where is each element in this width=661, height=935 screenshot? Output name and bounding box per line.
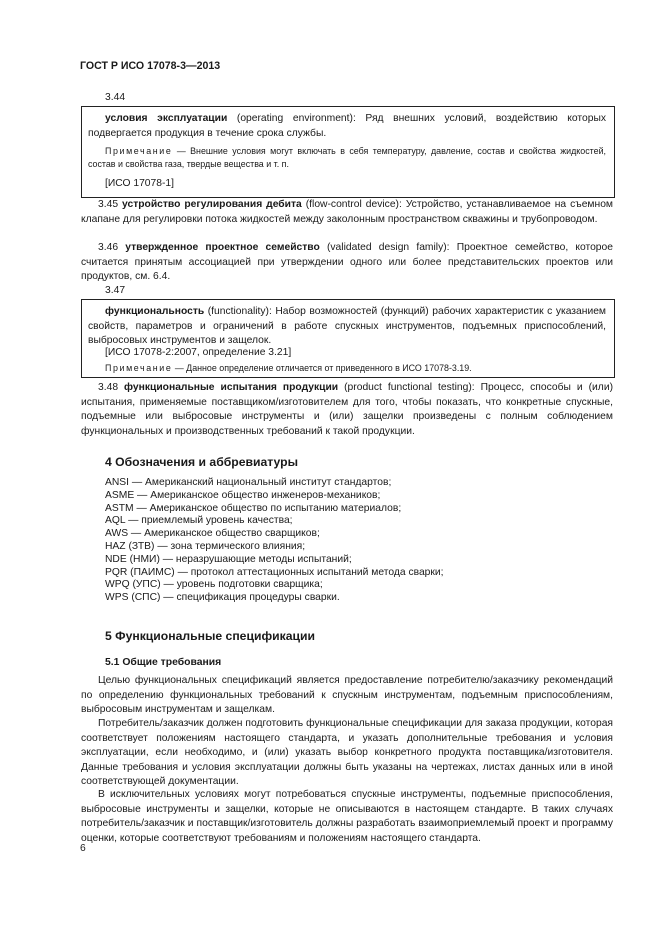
term-name: утвержденное проектное семейство — [125, 242, 320, 253]
term-definition — [81, 198, 613, 227]
subsection-heading: 5.1 Общие требования — [105, 657, 222, 668]
term-definition — [81, 381, 613, 439]
term-name: условия эксплуатации — [105, 113, 228, 124]
list-item: ANSI — Американский национальный институт стандартов; — [105, 477, 392, 488]
term-name: функциональные испытания продукции — [124, 382, 339, 393]
term-name: устройство регулирования дебита — [122, 199, 302, 210]
term-text: (product functional testing): Процесс, способы и (или) испытания, применяемые поставщиком/изготовителем для того, чтобы показать, что конкретные спускные, подъемные или выбросовые инструменты и (или) защелки произведены с полным соблюдением функциональных и производственных требований к такой продукции. — [81, 382, 613, 437]
term-text: (operating environment): Ряд внешних условий, воздействию которых подвергается продукция в течение срока службы. — [88, 113, 606, 139]
term-reference: [ИСО 17078-1] — [105, 178, 174, 189]
term-note — [88, 145, 606, 171]
term-definition — [88, 112, 606, 141]
term-number: 3.45 — [98, 199, 123, 210]
note-text: — Данное определение отличается от приведенного в ИСО 17078-3.19. — [172, 363, 472, 373]
list-item: PQR (ПАИМС) — протокол аттестационных испытаний метода сварки; — [105, 566, 444, 578]
list-item: NDE (НМИ) — неразрушающие методы испытаний; — [105, 553, 352, 565]
term-number: 3.44 — [105, 92, 126, 103]
paragraph: Целью функциональных спецификаций является предоставление потребителю/заказчику рекомендаций по определению функциональных требований к спускным инструментам, подъемным приспособлениям, выбросовым инструментам и защелкам. — [81, 675, 613, 716]
term-number: 3.47 — [105, 285, 126, 296]
paragraph: В исключительных условиях могут потребоваться спускные инструменты, подъемные приспособления, выбросовые инструменты и защелки, которые не описываются в настоящем стандарте. В таких случаях потребитель/заказчик и поставщик/изготовитель должны разработать взаимоприемлемый проект и программу оценки, которые соответствуют требованиям и положениям настоящего стандарта. — [81, 789, 613, 844]
term-note — [105, 362, 472, 375]
list-item: WPQ (УПС) — уровень подготовки сварщика; — [105, 579, 323, 591]
term-text: (flow-control device): Устройство, устанавливаемое на съемном клапане для регулировки потока жидкостей между заколонным пространством скважины и трубопроводом. — [81, 199, 613, 225]
note-label: Примечание — [105, 363, 173, 373]
term-number: 3.46 — [98, 242, 126, 253]
list-item: AQL — приемлемый уровень качества; — [105, 515, 293, 527]
note-label: Примечание — [105, 146, 173, 156]
term-reference: [ИСО 17078-2:2007, определение 3.21] — [105, 347, 292, 358]
term-number: 3.48 — [98, 382, 125, 393]
list-item: WPS (СПС) — спецификация процедуры сварки. — [105, 592, 340, 604]
term-name: функциональность — [105, 306, 205, 317]
section-heading: 5 Функциональные спецификации — [105, 629, 315, 643]
list-item: AWS — Американское общество сварщиков; — [105, 528, 320, 540]
note-text: — Внешние условия могут включать в себя температуру, давление, состав и свойства жидкостей, состав и свойства газа, твердые вещества и т. п. — [88, 146, 606, 169]
page-number: 6 — [80, 843, 86, 854]
list-item: HAZ (ЗТВ) — зона термического влияния; — [105, 540, 306, 552]
paragraph: Потребитель/заказчик должен подготовить функциональные спецификации для заказа продукции, которая соответствует положениям настоящего стандарта, и указать дополнительные требования и условия эксплуатации, если необходимо, и (или) указать выбор конкретного продукта поставщика/изготовителя. Данные требования и условия эксплуатации должны быть указаны на чертежах, листах данных или в иной соответствующей документации. — [81, 718, 613, 788]
term-definition — [88, 305, 606, 349]
list-item: ASTM — Американское общество по испытанию материалов; — [105, 502, 402, 514]
document-header: ГОСТ Р ИСО 17078-3—2013 — [80, 60, 221, 72]
section-heading: 4 Обозначения и аббревиатуры — [105, 455, 298, 469]
term-definition — [81, 241, 613, 285]
abbreviation-list — [105, 477, 444, 605]
list-item: ASME — Американское общество инженеров-механиков; — [105, 489, 381, 501]
term-text: (validated design family): Проектное семейство, которое считается принятым ассоциацией при утверждении одного или более представительских проектов или продуктов, см. 6.4. — [81, 242, 613, 283]
term-text: (functionality): Набор возможностей (функций) рабочих характеристик с указанием свойств, параметров и ограничений в работе спускных инструментов, подъемных приспособлений, выбросовых инструментов и защелок. — [88, 306, 606, 347]
